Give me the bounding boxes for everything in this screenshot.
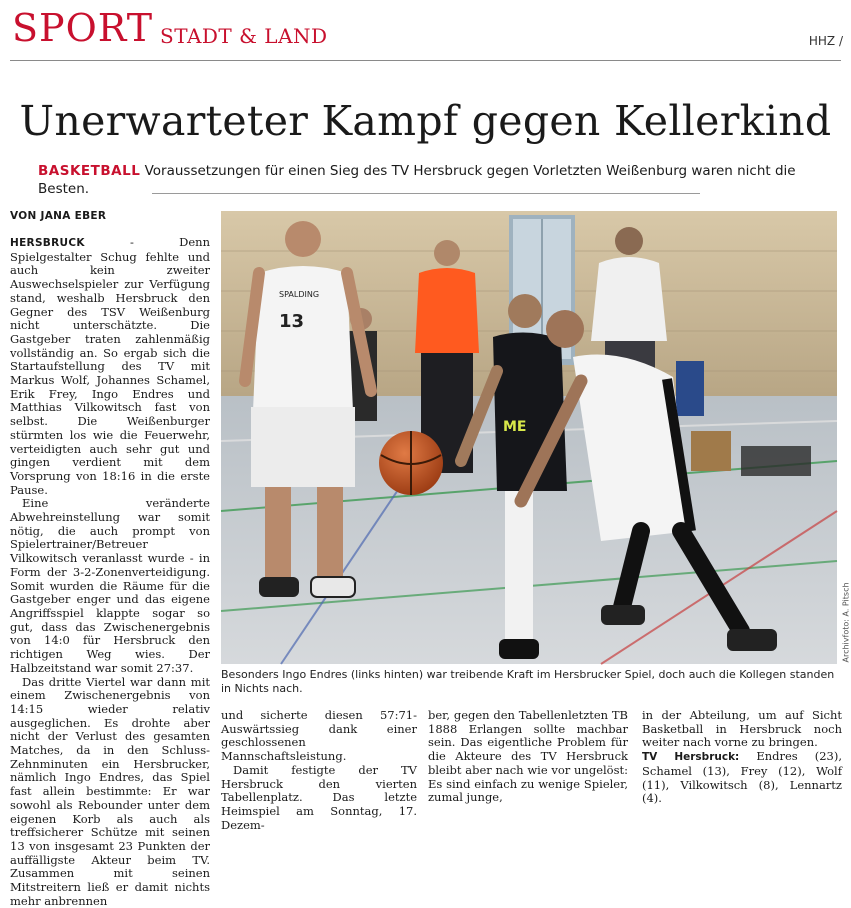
header-rule (10, 60, 841, 61)
paragraph: ber, gegen den Tabellenletzten TB 1888 Erlangen sollte machbar sein. Das eigentliche Problem für die Akteure des TV Hersbruck bleibt aber nach wie vor ungelöst: Es sind einfach zu wenige Spieler, zumal junge, (428, 709, 628, 805)
headline: Unerwarteter Kampf gegen Kellerkind (0, 95, 851, 147)
basketball-scene-image (221, 211, 837, 664)
text-column-2 (221, 709, 417, 803)
paragraph: und sicherte diesen 57:71-Auswärtssieg dank einer geschlossenen Mannschaftsleistung. (221, 709, 417, 764)
team-list: Endres (23), Schamel (13), Frey (12), Wolf (11), Vilkowitsch (8), Lennartz (4). (642, 749, 842, 805)
photo-credit-text: Archivfoto: A. Pitsch (842, 563, 851, 663)
photo-caption: Besonders Ingo Endres (links hinten) war treibende Kraft im Hersbrucker Spiel, doch auch die Kollegen standen in Nichts nach. (221, 668, 841, 696)
paragraph: Damit festigte der TV Hersbruck den vierten Tabellenplatz. Das letzte Heimspiel am Sonntag, 17. Dezem- (221, 764, 417, 833)
paragraph: Eine veränderte Abwehreinstellung war somit nötig, die auch prompt von Spielertrainer/Betreuer Vilkowitsch veranlasst wurde - in Form der 3-2-Zonenverteidigung. Somit wurden die Räume für die Gastgeber enger und das eigene Angriffsspiel klappte sogar so gut, dass das Zwischenergebnis von 14:0 für Hersbruck den richtigen Weg wies. Der Halbzeitstand war somit 27:37. (10, 497, 210, 675)
author-byline: VON JANA EBER (10, 210, 106, 222)
jersey-sponsor: ME (503, 419, 527, 435)
rubric-label: BASKETBALL (38, 163, 140, 179)
jersey-number: 13 (279, 311, 304, 332)
subsection-title: STADT & LAND (160, 24, 328, 48)
team-lineup (642, 750, 842, 806)
subline-text: Voraussetzungen für einen Sieg des TV Hersbruck gegen Vorletzten Weißenburg waren nicht die Besten. (38, 163, 796, 197)
text-column-3 (428, 709, 628, 803)
text-column-4 (642, 709, 842, 803)
paragraph-text: - Denn Spielgestalter Schug fehlte und auch kein zweiter Auswechselspieler zur Verfügung stand, weshalb Hersbruck den Gegner des TSV Weißenburg nicht unterschätzte. Die Gastgeber traten zahlenmäßig vollständig an. So ergab sich die Startaufstellung des TV mit Markus Wolf, Johannes Schamel, Erik Frey, Ingo Endres und Matthias Vilkowitsch fast von selbst. Die Weißenburger stürmten los wie die Feuerwehr, verteidigten auch sehr gut und gingen verdient mit dem Vorsprung von 18:16 in die erste Pause. (10, 235, 210, 497)
paragraph (10, 236, 210, 497)
team-label: TV Hersbruck: (642, 751, 739, 763)
text-column-1 (10, 236, 210, 802)
section-title: SPORT (12, 6, 153, 50)
article-photo (221, 211, 837, 664)
photo-credit (840, 560, 850, 670)
jersey-brand: SPALDING (279, 290, 319, 299)
paragraph: in der Abteilung, um auf Sicht Basketball in Hersbruck noch weiter nach vorne zu bringen. (642, 709, 842, 750)
paragraph: Das dritte Viertel war dann mit einem Zwischenergebnis von 14:15 wieder relativ ausgeglichen. Es drohte aber nicht der Verlust des gesamten Matches, da in den Schluss-Zehnminuten ein Hersbrucker, nämlich Ingo Endres, das Spiel fast allein bestimmte: Er war sowohl als Rebounder unter dem eigenen Korb als auch als treffsicherer Schütze mit seinen 13 von insgesamt 23 Punkten der auffälligste Akteur beim TV. Zusammen mit seinen Mitstreitern ließ er damit nichts mehr anbrennen (10, 676, 210, 908)
paper-code: HHZ / (809, 34, 843, 48)
dateline: HERSBRUCK (10, 237, 85, 249)
subline-rule (152, 193, 700, 194)
